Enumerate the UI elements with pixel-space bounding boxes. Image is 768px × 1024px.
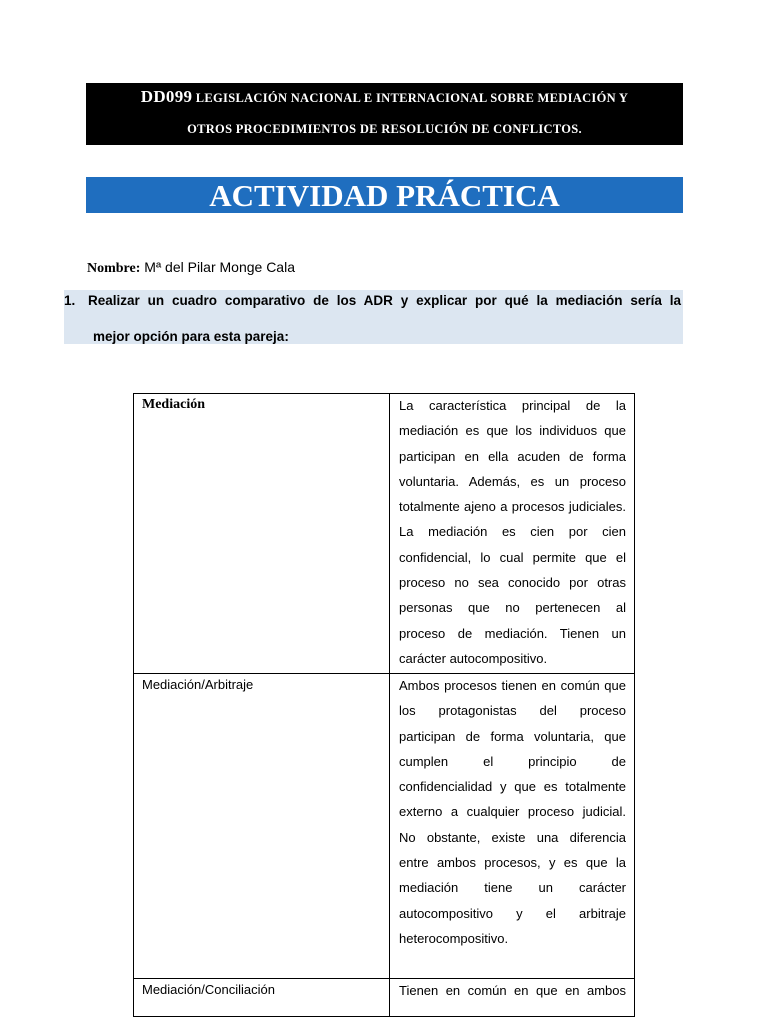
row-description: Tienen en común en que en ambos [399,983,626,998]
table-cell-label: Mediación/Arbitraje [134,674,390,979]
table-cell-text [390,394,635,674]
table-row [134,979,635,1017]
row-description: La característica principal de la mediación es que los individuos que participan en ella acuden de forma voluntaria. Además, es un proceso totalmente ajeno a procesos judiciales. La mediación es cien por cien confidencial, lo cual permite que el proceso no sea conocido por otras personas que no pertenecen al proceso de mediación. Tienen un carácter autocompositivo. [399,398,626,666]
course-code: DD099 [140,87,193,106]
question-number: 1. [64,293,76,308]
course-title-line2: OTROS PROCEDIMIENTOS DE RESOLUCIÓN DE CONFLICTOS. [187,122,582,136]
comparison-table [133,393,635,1017]
activity-banner: ACTIVIDAD PRÁCTICA [86,177,683,213]
table-cell-label: Mediación/Conciliación [134,979,390,1017]
student-name-label: Nombre [87,261,136,276]
table-cell-text [390,979,635,1017]
table-cell-label: Mediación [134,394,390,674]
question-line2: mejor opción para esta pareja: [93,329,289,344]
question-block [64,290,683,344]
table-cell-text [390,674,635,979]
student-name: Mª del Pilar Monge Cala [144,259,295,275]
course-title-line1 [86,87,683,107]
question-line1: Realizar un cuadro comparativo de los ADR y explicar por qué la mediación sería la [88,293,681,308]
row-description: Ambos procesos tienen en común que los protagonistas del proceso participan de forma voluntaria, que cumplen el principio de confidencialidad y que es totalmente externo a cualquier proceso judicial. No obstante, existe una diferencia entre ambos procesos, y es que la mediación tiene un carácter autocompositivo y el arbitraje heterocompositivo. [399,678,626,946]
table-row [134,674,635,979]
course-header [86,83,683,145]
course-title-first: LEGISLACIÓN NACIONAL E INTERNACIONAL SOBRE MEDIACIÓN Y [195,91,629,105]
table-row [134,394,635,674]
student-name-line: Nombre: Mª del Pilar Monge Cala [87,259,295,276]
